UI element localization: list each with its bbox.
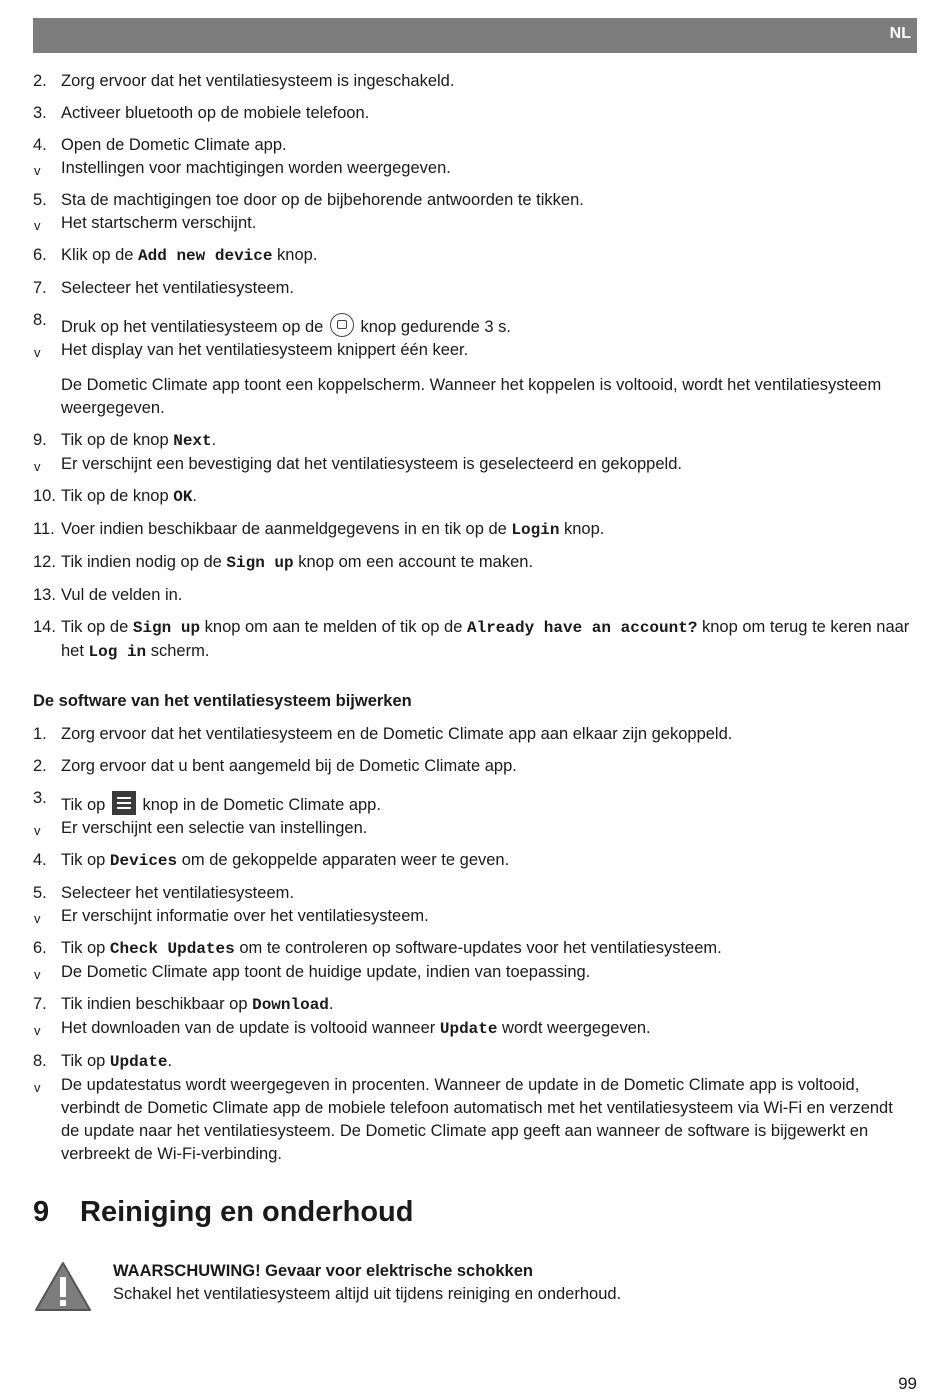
step-number: 2. bbox=[33, 72, 47, 90]
step-text: Tik op bbox=[61, 851, 110, 869]
update-step-1 bbox=[33, 723, 913, 746]
step-text: knop om aan te melden of tik op de bbox=[200, 618, 467, 636]
step-text: . bbox=[167, 1052, 173, 1070]
step-text: Selecteer het ventilatiesysteem. bbox=[61, 279, 294, 297]
chapter-heading bbox=[33, 1196, 913, 1256]
step-number: 5. bbox=[33, 884, 47, 902]
step-text: Tik indien nodig op de bbox=[61, 553, 227, 571]
step-6 bbox=[33, 244, 913, 268]
step-text: knop in de Dometic Climate app. bbox=[137, 796, 381, 814]
step-number: 11. bbox=[33, 520, 55, 538]
step-text: Tik op bbox=[61, 796, 110, 814]
button-label-update: Update bbox=[439, 1020, 498, 1038]
step-8 bbox=[33, 309, 913, 362]
result-text: Er verschijnt een selectie van instellingen. bbox=[61, 819, 368, 837]
step-text: Zorg ervoor dat u bent aangemeld bij de Dometic Climate app. bbox=[61, 757, 517, 775]
result-text: De updatestatus wordt weergegeven in procenten. Wanneer de update in de Dometic Climate app is voltooid, verbindt de Dometic Climate app de mobiele telefoon automatisch met het ventilatiesysteem via Wi-Fi en verzendt de update naar het ventilatiesysteem. De Dometic Climate app geeft aan wanneer de software is bijgewerkt en verbreekt de Wi-Fi-verbinding. bbox=[61, 1076, 893, 1163]
step-result bbox=[33, 1017, 913, 1041]
result-text: wordt weergegeven. bbox=[497, 1019, 651, 1037]
pairing-button-icon bbox=[330, 313, 354, 337]
step-number: 3. bbox=[33, 104, 47, 122]
header-bar bbox=[33, 18, 917, 53]
result-text: De Dometic Climate app toont de huidige update, indien van toepassing. bbox=[61, 963, 591, 981]
update-step-5 bbox=[33, 882, 913, 928]
step-number: 6. bbox=[33, 939, 47, 957]
step-text: Tik op bbox=[61, 1052, 110, 1070]
page-number: 99 bbox=[898, 1374, 917, 1393]
step-11 bbox=[33, 518, 913, 542]
step-text: knop. bbox=[559, 520, 605, 538]
result-marker-icon: v bbox=[34, 163, 41, 178]
button-label-download: Download bbox=[252, 996, 329, 1014]
step-number: 5. bbox=[33, 191, 47, 209]
step-result bbox=[33, 817, 913, 840]
pairing-paragraph: De Dometic Climate app toont een koppelscherm. Wanneer het koppelen is voltooid, wordt het ventilatiesysteem weergegeven. bbox=[61, 376, 882, 417]
step-result bbox=[33, 905, 913, 928]
step-text: Tik indien beschikbaar op bbox=[61, 995, 253, 1013]
result-marker-icon: v bbox=[34, 1080, 41, 1095]
step-text: . bbox=[211, 431, 217, 449]
step-text: Tik op de knop bbox=[61, 487, 174, 505]
result-marker-icon: v bbox=[34, 823, 41, 838]
step-number: 10. bbox=[33, 487, 56, 505]
result-text: Instellingen voor machtigingen worden weergegeven. bbox=[61, 159, 451, 177]
step-7 bbox=[33, 277, 913, 300]
step-number: 4. bbox=[33, 136, 47, 154]
button-label-next: Next bbox=[173, 432, 212, 450]
step-number: 7. bbox=[33, 995, 47, 1013]
update-step-6 bbox=[33, 937, 913, 984]
update-step-8 bbox=[33, 1050, 913, 1166]
step-result bbox=[33, 339, 913, 362]
step-5 bbox=[33, 189, 913, 235]
step-text: scherm. bbox=[146, 642, 210, 660]
result-text: Het startscherm verschijnt. bbox=[61, 214, 257, 232]
step-number: 2. bbox=[33, 757, 47, 775]
step-number: 7. bbox=[33, 279, 47, 297]
step-text: Tik op bbox=[61, 939, 110, 957]
step-text: knop gedurende 3 s. bbox=[355, 318, 511, 336]
result-marker-icon: v bbox=[34, 218, 41, 233]
step-result bbox=[33, 1074, 913, 1166]
step-text: Zorg ervoor dat het ventilatiesysteem en de Dometic Climate app aan elkaar zijn gekoppeld. bbox=[61, 725, 733, 743]
warning-title: WAARSCHUWING! Gevaar voor elektrische schokken bbox=[113, 1262, 533, 1280]
update-step-2 bbox=[33, 755, 913, 778]
warning-text: Schakel het ventilatiesysteem altijd uit tijdens reiniging en onderhoud. bbox=[113, 1285, 622, 1303]
step-number: 1. bbox=[33, 725, 47, 743]
step-number: 13. bbox=[33, 586, 56, 604]
chapter-number: 9 bbox=[33, 1196, 50, 1228]
result-text: Het display van het ventilatiesysteem knippert één keer. bbox=[61, 341, 469, 359]
step-number: 4. bbox=[33, 851, 47, 869]
chapter-title: Reiniging en onderhoud bbox=[80, 1196, 414, 1228]
result-marker-icon: v bbox=[34, 345, 41, 360]
result-text: Het downloaden van de update is voltooid wanneer bbox=[61, 1019, 440, 1037]
step-text: Open de Dometic Climate app. bbox=[61, 136, 287, 154]
step-number: 14. bbox=[33, 618, 56, 636]
language-code: NL bbox=[889, 25, 911, 42]
result-marker-icon: v bbox=[34, 459, 41, 474]
warning-block bbox=[33, 1260, 913, 1320]
step-number: 8. bbox=[33, 1052, 47, 1070]
step-result bbox=[33, 453, 913, 476]
step-text: . bbox=[192, 487, 198, 505]
step-number: 3. bbox=[33, 789, 47, 807]
result-marker-icon: v bbox=[34, 967, 41, 982]
button-label-sign-up: Sign up bbox=[226, 554, 294, 572]
step-result bbox=[33, 961, 913, 984]
menu-icon bbox=[112, 791, 136, 815]
step-text: om de gekoppelde apparaten weer te geven. bbox=[177, 851, 510, 869]
step-14 bbox=[33, 616, 913, 664]
section-heading: De software van het ventilatiesysteem bijwerken bbox=[33, 692, 412, 710]
step-text: Zorg ervoor dat het ventilatiesysteem is ingeschakeld. bbox=[61, 72, 455, 90]
update-step-3 bbox=[33, 787, 913, 840]
step-text: Vul de velden in. bbox=[61, 586, 183, 604]
step-text: knop. bbox=[272, 246, 318, 264]
step-text: Selecteer het ventilatiesysteem. bbox=[61, 884, 294, 902]
step-text: Tik op de knop bbox=[61, 431, 174, 449]
step-2 bbox=[33, 70, 913, 93]
step-text: knop om een account te maken. bbox=[293, 553, 534, 571]
step-text: Voer indien beschikbaar de aanmeldgegevens in en tik op de bbox=[61, 520, 512, 538]
step-result bbox=[33, 157, 913, 180]
button-label-login: Login bbox=[511, 521, 560, 539]
step-text: Druk op het ventilatiesysteem op de bbox=[61, 318, 328, 336]
step-10 bbox=[33, 485, 913, 509]
result-marker-icon: v bbox=[34, 911, 41, 926]
button-label-add-new-device: Add new device bbox=[138, 247, 273, 265]
step-13 bbox=[33, 584, 913, 607]
step-number: 9. bbox=[33, 431, 47, 449]
button-label-ok: OK bbox=[173, 488, 193, 506]
step-text: om te controleren op software-updates voor het ventilatiesysteem. bbox=[234, 939, 722, 957]
step-number: 12. bbox=[33, 553, 56, 571]
step-text: Sta de machtigingen toe door op de bijbehorende antwoorden te tikken. bbox=[61, 191, 584, 209]
step-number: 8. bbox=[33, 311, 47, 329]
step-text: Klik op de bbox=[61, 246, 139, 264]
step-text: . bbox=[328, 995, 334, 1013]
button-label-already-have-account: Already have an account? bbox=[466, 619, 698, 637]
step-result bbox=[33, 212, 913, 235]
result-text: Er verschijnt informatie over het ventilatiesysteem. bbox=[61, 907, 429, 925]
update-step-7 bbox=[33, 993, 913, 1041]
page-content bbox=[33, 70, 913, 1320]
result-text: Er verschijnt een bevestiging dat het ventilatiesysteem is geselecteerd en gekoppeld. bbox=[61, 455, 682, 473]
step-9 bbox=[33, 429, 913, 476]
step-3 bbox=[33, 102, 913, 125]
button-label-sign-up: Sign up bbox=[132, 619, 201, 637]
step-number: 6. bbox=[33, 246, 47, 264]
warning-triangle-icon bbox=[33, 1260, 93, 1314]
button-label-check-updates: Check Updates bbox=[109, 940, 235, 958]
screen-label-log-in: Log in bbox=[88, 643, 147, 661]
step-4 bbox=[33, 134, 913, 180]
step-text: knop om terug te keren naar het bbox=[61, 618, 910, 660]
button-label-devices: Devices bbox=[109, 852, 178, 870]
step-12 bbox=[33, 551, 913, 575]
button-label-update: Update bbox=[109, 1053, 168, 1071]
step-text: Activeer bluetooth op de mobiele telefoon. bbox=[61, 104, 370, 122]
result-marker-icon: v bbox=[34, 1023, 41, 1038]
update-step-4 bbox=[33, 849, 913, 873]
step-text: Tik op de bbox=[61, 618, 133, 636]
